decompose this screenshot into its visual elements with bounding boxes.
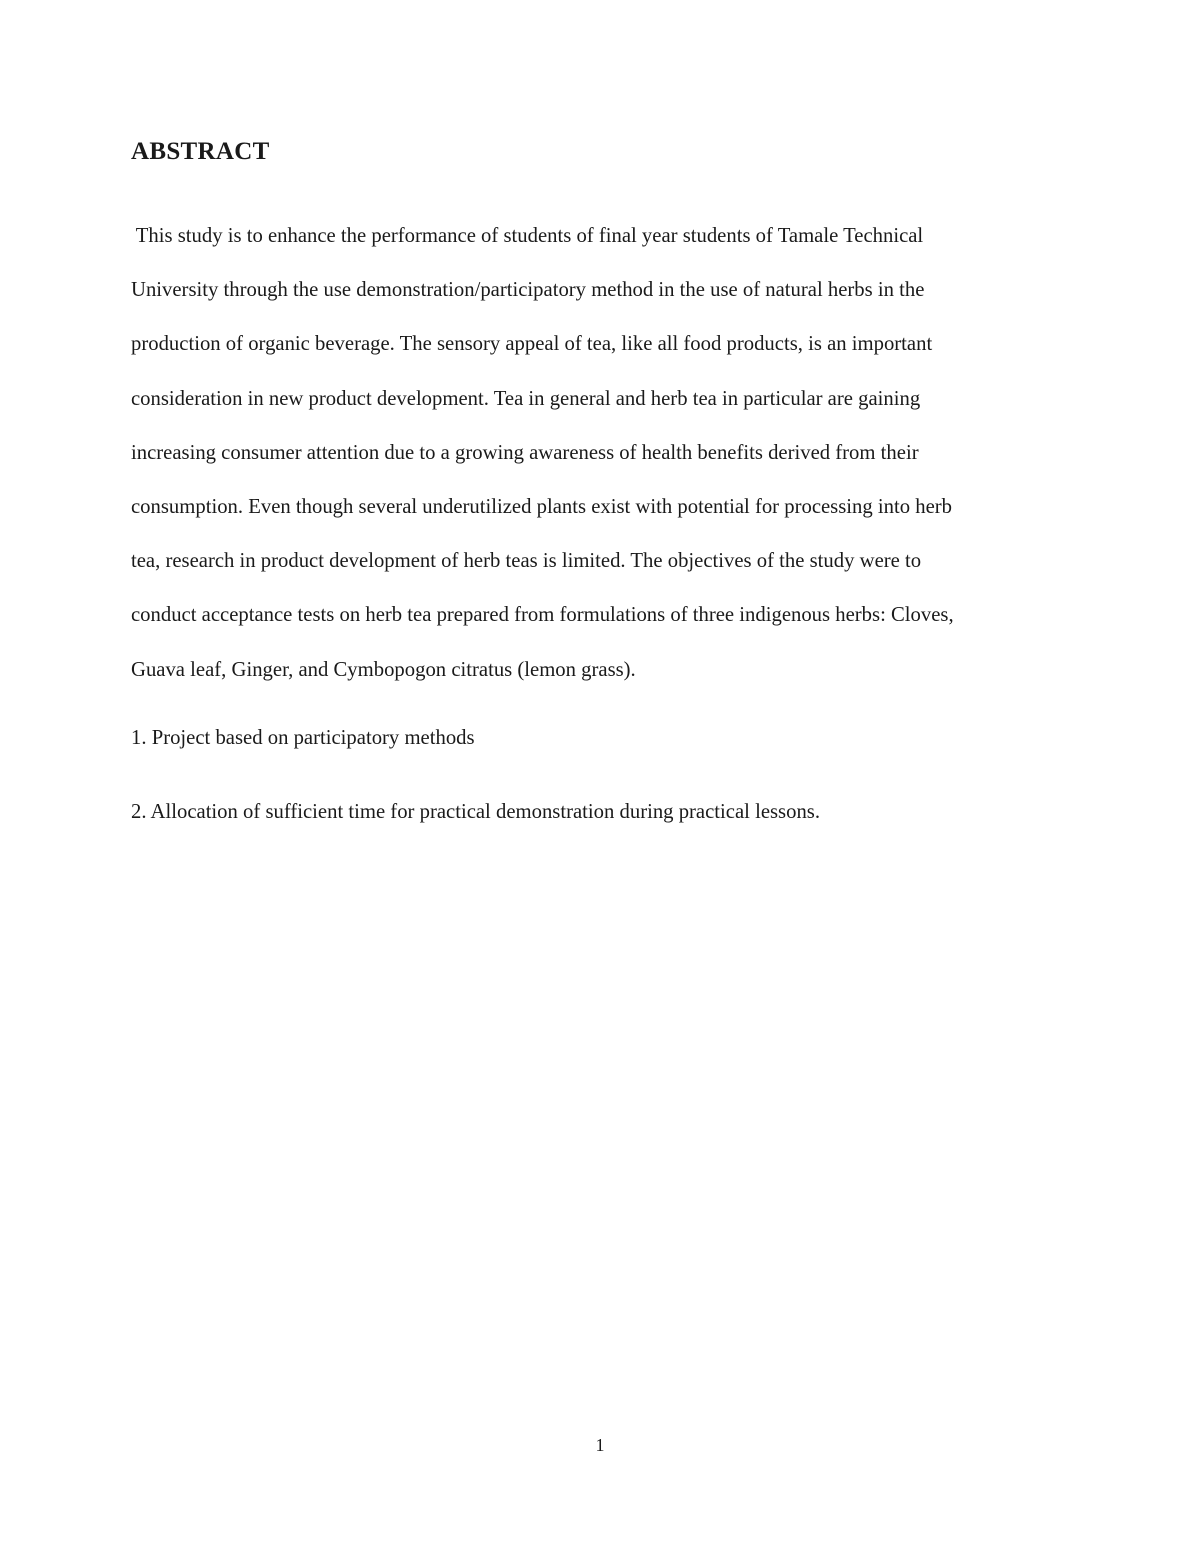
abstract-line: This study is to enhance the performance of students of final year students of Tamale Technical	[131, 225, 924, 247]
abstract-line: increasing consumer attention due to a growing awareness of health benefits derived from their	[131, 441, 919, 464]
list-item: 1. Project based on participatory methods	[131, 727, 475, 749]
abstract-paragraph	[131, 209, 1076, 697]
abstract-line: tea, research in product development of herb teas is limited. The objectives of the study were to	[131, 550, 922, 573]
abstract-line: Guava leaf, Ginger, and Cymbopogon citratus (lemon grass).	[131, 658, 636, 681]
list-item: 2. Allocation of sufficient time for practical demonstration during practical lessons.	[131, 801, 821, 823]
section-heading: ABSTRACT	[131, 138, 270, 165]
abstract-line: consumption. Even though several underutilized plants exist with potential for processing into herb	[131, 496, 953, 519]
abstract-line: conduct acceptance tests on herb tea prepared from formulations of three indigenous herbs: Cloves,	[131, 604, 954, 627]
abstract-line: production of organic beverage. The sensory appeal of tea, like all food products, is an important	[131, 333, 933, 356]
abstract-line: consideration in new product development. Tea in general and herb tea in particular are gaining	[131, 387, 921, 410]
page-number: 1	[595, 1435, 605, 1455]
abstract-line: University through the use demonstration/participatory method in the use of natural herbs in the	[131, 279, 925, 302]
